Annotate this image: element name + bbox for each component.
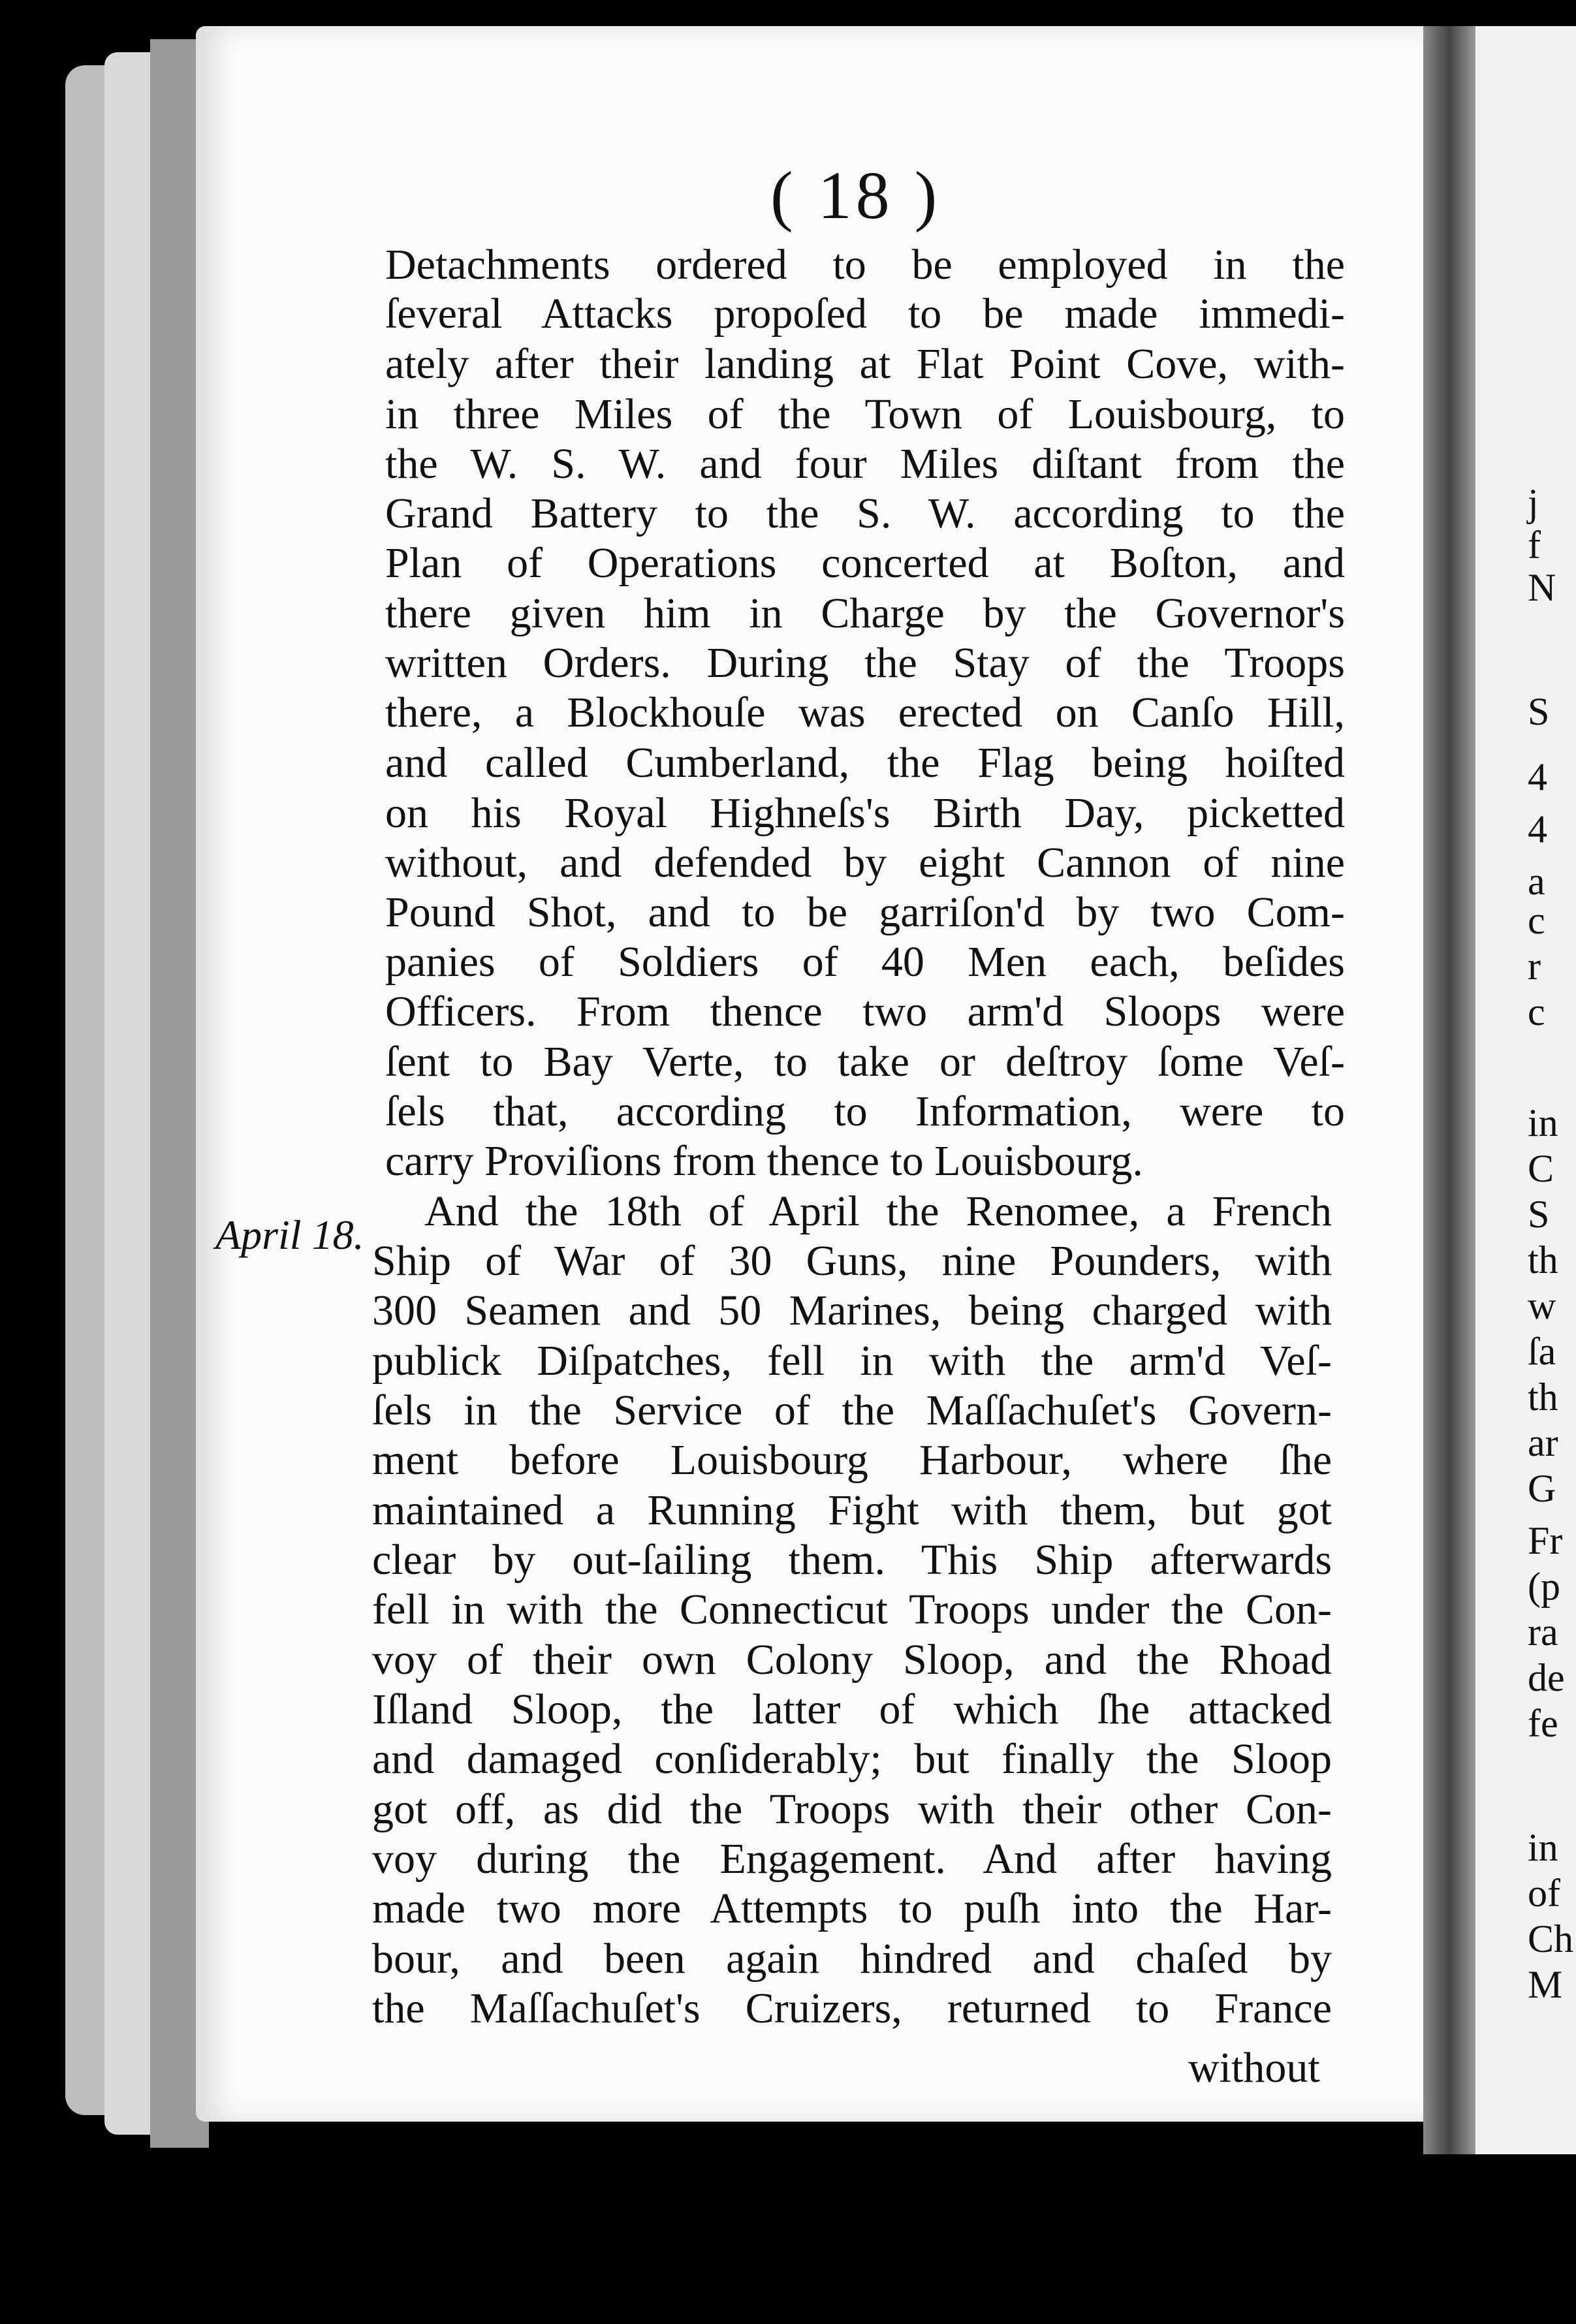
facing-page-fragment: f <box>1528 524 1541 567</box>
facing-page-fragment: a <box>1528 860 1545 903</box>
text-line: voy of their own Colony Sloop, and the Rhoad <box>372 1636 1332 1684</box>
facing-page-fragment: G <box>1528 1467 1556 1510</box>
text-line: bour, and been again hindred and chaſed by <box>372 1935 1332 1983</box>
facing-page-fragment: de <box>1528 1656 1565 1699</box>
facing-page-fragment: Ch <box>1528 1917 1574 1960</box>
text-line: clear by out-ſailing them. This Ship afterwards <box>372 1536 1332 1584</box>
text-line: ſeveral Attacks propoſed to be made immedi- <box>385 290 1345 338</box>
facing-page-fragment: 4 <box>1528 808 1547 851</box>
text-line: in three Miles of the Town of Louisbourg, to <box>385 390 1345 438</box>
text-line: Plan of Operations concerted at Boſton, and <box>385 539 1345 587</box>
text-line: ſent to Bay Verte, to take or deſtroy ſome Veſ- <box>385 1038 1345 1086</box>
text-line: Pound Shot, and to be garriſon'd by two Com- <box>385 888 1345 936</box>
facing-page-fragment: w <box>1528 1284 1556 1327</box>
page-edge <box>104 52 157 2135</box>
text-line: maintained a Running Fight with them, but got <box>372 1486 1332 1534</box>
text-line: the Maſſachuſet's Cruizers, returned to France <box>372 1985 1332 2032</box>
page-number: ( 18 ) <box>770 158 941 233</box>
text-line: Officers. From thence two arm'd Sloops were <box>385 988 1345 1035</box>
text-line: there, a Blockhouſe was erected on Canſo Hill, <box>385 689 1345 736</box>
text-line: Iſland Sloop, the latter of which ſhe attacked <box>372 1686 1332 1733</box>
facing-page-fragment: j <box>1528 481 1539 524</box>
facing-page <box>1475 26 1576 2154</box>
facing-page-fragment: ſa <box>1528 1330 1556 1373</box>
text-line: written Orders. During the Stay of the Troops <box>385 639 1345 687</box>
facing-page-fragment: c <box>1528 990 1545 1033</box>
catchword: without <box>1188 2044 1320 2092</box>
facing-page-fragment: S <box>1528 690 1550 733</box>
facing-page-fragment: (p <box>1528 1565 1560 1608</box>
text-line: and damaged conſiderably; but finally the Sloop <box>372 1735 1332 1783</box>
text-line: got off, as did the Troops with their other Con- <box>372 1785 1332 1833</box>
text-line: voy during the Engagement. And after having <box>372 1835 1332 1883</box>
text-line: ſels in the Service of the Maſſachuſet's Govern- <box>372 1387 1332 1434</box>
page-edges <box>65 39 209 2148</box>
text-line: ately after their landing at Flat Point Cove, with- <box>385 340 1345 388</box>
text-line: made two more Attempts to puſh into the Har- <box>372 1885 1332 1932</box>
text-line: 300 Seamen and 50 Marines, being charged with <box>372 1287 1332 1334</box>
facing-page-fragment: r <box>1528 945 1541 988</box>
facing-page-fragment: fe <box>1528 1702 1558 1745</box>
text-line: on his Royal Highneſs's Birth Day, picketted <box>385 789 1345 837</box>
text-line: and called Cumberland, the Flag being hoiſted <box>385 739 1345 787</box>
facing-page-fragment: ar <box>1528 1421 1558 1464</box>
facing-page-fragment: of <box>1528 1872 1560 1915</box>
facing-page-fragment: 4 <box>1528 755 1547 798</box>
facing-page-fragment: Fr <box>1528 1519 1563 1562</box>
facing-page-fragment: M <box>1528 1963 1563 2006</box>
book-gutter <box>1423 26 1475 2154</box>
text-line: Ship of War of 30 Guns, nine Pounders, with <box>372 1237 1332 1285</box>
margin-note-date: April 18. <box>215 1212 364 1258</box>
facing-page-fragment: c <box>1528 899 1545 942</box>
text-line: carry Proviſions from thence to Louisbourg. <box>385 1137 1143 1185</box>
facing-page-fragment: S <box>1528 1193 1550 1236</box>
facing-page-fragment: th <box>1528 1238 1558 1281</box>
text-line: panies of Soldiers of 40 Men each, beſides <box>385 938 1345 986</box>
facing-page-fragment: N <box>1528 566 1556 609</box>
text-line: ſels that, according to Information, were to <box>385 1088 1345 1135</box>
text-line: Detachments ordered to be employed in the <box>385 241 1345 289</box>
text-line: ment before Louisbourg Harbour, where ſhe <box>372 1436 1332 1484</box>
text-line: Grand Battery to the S. W. according to the <box>385 490 1345 537</box>
facing-page-fragment: in <box>1528 1101 1558 1144</box>
text-line: the W. S. W. and four Miles diſtant from the <box>385 440 1345 488</box>
facing-page-fragment: th <box>1528 1375 1558 1419</box>
text-line: publick Diſpatches, fell in with the arm'd Veſ- <box>372 1337 1332 1385</box>
facing-page-fragment: C <box>1528 1147 1554 1190</box>
facing-page-fragment: in <box>1528 1826 1558 1869</box>
facing-page-fragment: ra <box>1528 1610 1558 1654</box>
text-line: without, and defended by eight Cannon of nine <box>385 839 1345 887</box>
text-line: there given him in Charge by the Governor's <box>385 589 1345 637</box>
text-line: And the 18th of April the Renomee, a French <box>424 1187 1332 1235</box>
text-line: fell in with the Connecticut Troops under the Con- <box>372 1586 1332 1633</box>
